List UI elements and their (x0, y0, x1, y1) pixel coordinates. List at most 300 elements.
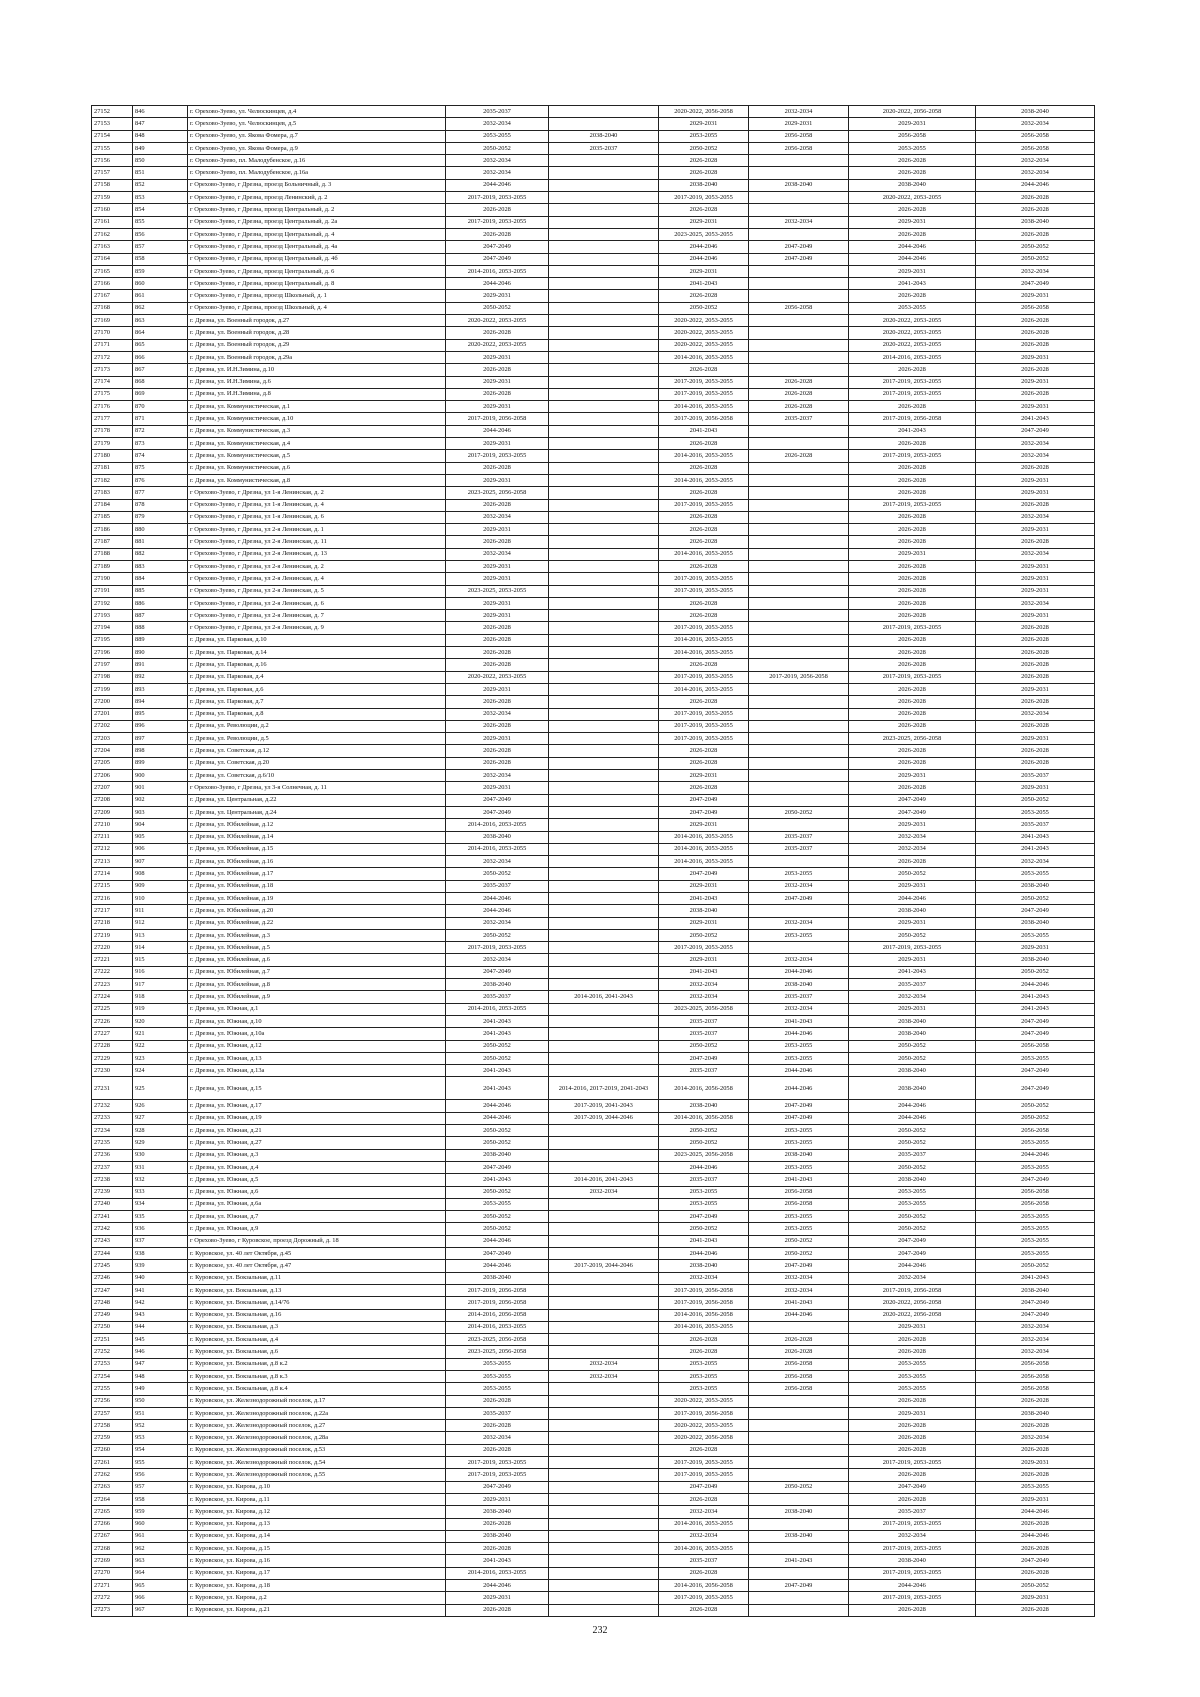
period-6-cell: 2029-2031 (976, 573, 1095, 585)
table-row (92, 757, 1095, 769)
table-row (92, 1493, 1095, 1505)
period-4-cell: 2017-2019, 2056-2058 (749, 671, 849, 683)
row-id-cell: 27268 (92, 1543, 133, 1555)
period-6-cell: 2047-2049 (976, 1555, 1095, 1567)
period-5-cell: 2029-2031 (849, 1003, 976, 1015)
row-id-cell: 27211 (92, 831, 133, 843)
page-number: 232 (592, 1625, 608, 1636)
table-row (92, 1125, 1095, 1137)
period-1-cell: 2050-2052 (446, 929, 549, 941)
period-1-cell: 2026-2028 (446, 204, 549, 216)
period-4-cell (749, 1592, 849, 1604)
address-cell: г. Дрезна, ул. Советская, д.6/10 (188, 770, 446, 782)
seq-number-cell: 950 (133, 1395, 188, 1407)
period-4-cell (749, 733, 849, 745)
period-2-cell (549, 979, 659, 991)
period-6-cell: 2029-2031 (976, 610, 1095, 622)
period-6-cell: 2044-2046 (976, 179, 1095, 191)
table-row (92, 1481, 1095, 1493)
period-2-cell (549, 929, 659, 941)
period-3-cell: 2029-2031 (659, 770, 749, 782)
period-2-cell (549, 425, 659, 437)
row-id-cell: 27244 (92, 1248, 133, 1260)
seq-number-cell: 943 (133, 1309, 188, 1321)
table-row (92, 1248, 1095, 1260)
period-3-cell: 2038-2040 (659, 179, 749, 191)
period-6-cell: 2029-2031 (976, 487, 1095, 499)
period-2-cell (549, 228, 659, 240)
row-id-cell: 27169 (92, 315, 133, 327)
period-5-cell: 2017-2019, 2053-2055 (849, 1543, 976, 1555)
period-3-cell: 2017-2019, 2053-2055 (659, 376, 749, 388)
table-row (92, 1235, 1095, 1247)
period-2-cell (549, 733, 659, 745)
period-4-cell (749, 757, 849, 769)
seq-number-cell: 964 (133, 1567, 188, 1579)
period-2-cell (549, 806, 659, 818)
row-id-cell: 27231 (92, 1077, 133, 1100)
table-row (92, 487, 1095, 499)
row-id-cell: 27187 (92, 536, 133, 548)
period-1-cell: 2014-2016, 2053-2055 (446, 819, 549, 831)
table-row (92, 376, 1095, 388)
period-3-cell: 2044-2046 (659, 253, 749, 265)
period-3-cell: 2026-2028 (659, 782, 749, 794)
period-3-cell: 2017-2019, 2056-2058 (659, 1284, 749, 1296)
period-2-cell (549, 1297, 659, 1309)
table-row (92, 770, 1095, 782)
period-3-cell: 2020-2022, 2056-2058 (659, 1432, 749, 1444)
period-2-cell (549, 167, 659, 179)
period-4-cell: 2035-2037 (749, 413, 849, 425)
period-5-cell: 2026-2028 (849, 1346, 976, 1358)
seq-number-cell: 951 (133, 1407, 188, 1419)
period-6-cell: 2038-2040 (976, 880, 1095, 892)
period-4-cell: 2041-2043 (749, 1297, 849, 1309)
table-row (92, 991, 1095, 1003)
period-5-cell: 2050-2052 (849, 1052, 976, 1064)
period-5-cell: 2047-2049 (849, 1235, 976, 1247)
address-cell: г Орехово-Зуево, г Дрезна, ул 2-я Ленинская, д. 1 (188, 524, 446, 536)
address-cell: г. Дрезна, ул. Южная, д.6 (188, 1186, 446, 1198)
table-row (92, 1420, 1095, 1432)
period-4-cell: 2053-2055 (749, 1137, 849, 1149)
period-2-cell (549, 524, 659, 536)
period-1-cell: 2026-2028 (446, 757, 549, 769)
address-cell: г. Дрезна, ул. Юбилейная, д.16 (188, 856, 446, 868)
period-2-cell: 2035-2037 (549, 142, 659, 154)
period-1-cell: 2041-2043 (446, 1174, 549, 1186)
period-4-cell: 2047-2049 (749, 893, 849, 905)
row-id-cell: 27266 (92, 1518, 133, 1530)
seq-number-cell: 873 (133, 438, 188, 450)
period-5-cell: 2020-2022, 2053-2055 (849, 192, 976, 204)
period-6-cell: 2038-2040 (976, 216, 1095, 228)
address-cell: г. Куровское, ул. Железнодорожный поселок, д.27 (188, 1420, 446, 1432)
period-3-cell: 2023-2025, 2056-2058 (659, 1003, 749, 1015)
period-6-cell: 2032-2034 (976, 1346, 1095, 1358)
period-6-cell: 2047-2049 (976, 1309, 1095, 1321)
address-cell: г Орехово-Зуево, г Дрезна, ул 2-я Ленинская, д. 6 (188, 597, 446, 609)
address-cell: г Орехово-Зуево, г Дрезна, ул 1-я Ленинская, д. 6 (188, 511, 446, 523)
address-cell: г. Дрезна, ул. Юбилейная, д.19 (188, 893, 446, 905)
seq-number-cell: 853 (133, 192, 188, 204)
address-cell: г Орехово-Зуево, г Дрезна, ул 2-я Ленинская, д. 4 (188, 573, 446, 585)
period-6-cell: 2041-2043 (976, 991, 1095, 1003)
row-id-cell: 27198 (92, 671, 133, 683)
period-3-cell: 2026-2028 (659, 757, 749, 769)
period-3-cell: 2035-2037 (659, 1555, 749, 1567)
row-id-cell: 27179 (92, 438, 133, 450)
table-row (92, 917, 1095, 929)
period-3-cell: 2020-2022, 2053-2055 (659, 315, 749, 327)
row-id-cell: 27205 (92, 757, 133, 769)
period-5-cell: 2026-2028 (849, 745, 976, 757)
period-3-cell: 2044-2046 (659, 241, 749, 253)
table-row (92, 733, 1095, 745)
period-4-cell (749, 597, 849, 609)
period-1-cell: 2026-2028 (446, 1420, 549, 1432)
address-cell: г. Куровское, ул. Кирова, д.11 (188, 1493, 446, 1505)
row-id-cell: 27160 (92, 204, 133, 216)
period-3-cell: 2014-2016, 2053-2055 (659, 548, 749, 560)
period-4-cell (749, 1604, 849, 1616)
period-3-cell: 2020-2022, 2053-2055 (659, 1395, 749, 1407)
table-row (92, 438, 1095, 450)
period-5-cell: 2026-2028 (849, 155, 976, 167)
seq-number-cell: 910 (133, 893, 188, 905)
period-5-cell: 2050-2052 (849, 1223, 976, 1235)
seq-number-cell: 865 (133, 339, 188, 351)
period-5-cell: 2017-2019, 2053-2055 (849, 499, 976, 511)
seq-number-cell: 956 (133, 1469, 188, 1481)
seq-number-cell: 921 (133, 1028, 188, 1040)
period-6-cell: 2029-2031 (976, 585, 1095, 597)
period-4-cell (749, 696, 849, 708)
period-1-cell: 2026-2028 (446, 499, 549, 511)
period-2-cell (549, 204, 659, 216)
period-3-cell: 2014-2016, 2056-2058 (659, 1112, 749, 1124)
period-6-cell: 2056-2058 (976, 302, 1095, 314)
period-1-cell: 2032-2034 (446, 708, 549, 720)
row-id-cell: 27251 (92, 1334, 133, 1346)
period-4-cell (749, 487, 849, 499)
address-cell: г. Дрезна, ул. Юбилейная, д.7 (188, 966, 446, 978)
period-6-cell: 2050-2052 (976, 1100, 1095, 1112)
period-2-cell (549, 683, 659, 695)
period-3-cell: 2017-2019, 2053-2055 (659, 192, 749, 204)
period-2-cell (549, 1272, 659, 1284)
period-6-cell: 2050-2052 (976, 1260, 1095, 1272)
period-2-cell (549, 1284, 659, 1296)
table-row (92, 118, 1095, 130)
period-4-cell: 2047-2049 (749, 241, 849, 253)
period-4-cell: 2032-2034 (749, 954, 849, 966)
seq-number-cell: 866 (133, 351, 188, 363)
period-4-cell (749, 1420, 849, 1432)
period-2-cell (549, 106, 659, 118)
period-2-cell (549, 782, 659, 794)
seq-number-cell: 869 (133, 388, 188, 400)
period-5-cell: 2044-2046 (849, 241, 976, 253)
seq-number-cell: 870 (133, 401, 188, 413)
period-6-cell: 2047-2049 (976, 1015, 1095, 1027)
period-1-cell: 2041-2043 (446, 1065, 549, 1077)
table-row (92, 1149, 1095, 1161)
period-1-cell: 2050-2052 (446, 1186, 549, 1198)
row-id-cell: 27190 (92, 573, 133, 585)
table-row (92, 696, 1095, 708)
table-row (92, 1003, 1095, 1015)
period-4-cell: 2035-2037 (749, 831, 849, 843)
period-2-cell (549, 1395, 659, 1407)
period-2-cell (549, 573, 659, 585)
seq-number-cell: 897 (133, 733, 188, 745)
period-5-cell: 2017-2019, 2053-2055 (849, 376, 976, 388)
period-1-cell: 2017-2019, 2053-2055 (446, 192, 549, 204)
period-3-cell: 2017-2019, 2053-2055 (659, 1592, 749, 1604)
period-1-cell: 2017-2019, 2056-2058 (446, 1284, 549, 1296)
period-6-cell: 2026-2028 (976, 1604, 1095, 1616)
period-2-cell (549, 315, 659, 327)
period-3-cell: 2014-2016, 2053-2055 (659, 450, 749, 462)
period-4-cell: 2038-2040 (749, 179, 849, 191)
period-2-cell (549, 413, 659, 425)
period-3-cell: 2038-2040 (659, 1260, 749, 1272)
address-cell: г. Куровское, ул. Вокзальная, д.13 (188, 1284, 446, 1296)
address-cell: г. Дрезна, ул. Парковая, д.4 (188, 671, 446, 683)
period-5-cell: 2026-2028 (849, 204, 976, 216)
address-cell: г. Куровское, ул. Кирова, д.17 (188, 1567, 446, 1579)
address-cell: г. Дрезна, ул. Военный городок, д.29 (188, 339, 446, 351)
table-row (92, 573, 1095, 585)
period-5-cell: 2050-2052 (849, 929, 976, 941)
seq-number-cell: 929 (133, 1137, 188, 1149)
row-id-cell: 27202 (92, 720, 133, 732)
period-2-cell (549, 536, 659, 548)
table-row (92, 413, 1095, 425)
period-3-cell: 2035-2037 (659, 1065, 749, 1077)
period-1-cell: 2029-2031 (446, 1592, 549, 1604)
period-6-cell: 2044-2046 (976, 1149, 1095, 1161)
period-2-cell (549, 1211, 659, 1223)
period-3-cell: 2050-2052 (659, 1040, 749, 1052)
period-1-cell: 2014-2016, 2053-2055 (446, 1567, 549, 1579)
period-2-cell (549, 1481, 659, 1493)
address-cell: г Орехово-Зуево, г Дрезна, ул 1-я Ленинская, д. 4 (188, 499, 446, 511)
seq-number-cell: 911 (133, 905, 188, 917)
table-row (92, 782, 1095, 794)
period-4-cell (749, 585, 849, 597)
period-5-cell: 2047-2049 (849, 794, 976, 806)
period-5-cell: 2017-2019, 2056-2058 (849, 413, 976, 425)
period-2-cell (549, 1518, 659, 1530)
period-2-cell (549, 1003, 659, 1015)
period-5-cell: 2044-2046 (849, 1580, 976, 1592)
seq-number-cell: 892 (133, 671, 188, 683)
period-3-cell: 2014-2016, 2053-2055 (659, 634, 749, 646)
seq-number-cell: 908 (133, 868, 188, 880)
period-2-cell (549, 1040, 659, 1052)
period-4-cell (749, 1543, 849, 1555)
period-4-cell (749, 622, 849, 634)
period-1-cell: 2032-2034 (446, 917, 549, 929)
period-3-cell: 2023-2025, 2056-2058 (659, 1149, 749, 1161)
address-cell: г. Куровское, ул. Железнодорожный поселок, д.54 (188, 1457, 446, 1469)
row-id-cell: 27227 (92, 1028, 133, 1040)
address-cell: г. Дрезна, ул. Коммунистическая, д.4 (188, 438, 446, 450)
row-id-cell: 27194 (92, 622, 133, 634)
period-5-cell: 2017-2019, 2053-2055 (849, 450, 976, 462)
table-row (92, 1309, 1095, 1321)
seq-number-cell: 885 (133, 585, 188, 597)
period-4-cell: 2056-2058 (749, 1186, 849, 1198)
table-row (92, 462, 1095, 474)
period-4-cell (749, 524, 849, 536)
period-6-cell: 2026-2028 (976, 339, 1095, 351)
seq-number-cell: 922 (133, 1040, 188, 1052)
address-cell: г. Куровское, ул. Кирова, д.16 (188, 1555, 446, 1567)
period-5-cell: 2032-2034 (849, 1272, 976, 1284)
period-3-cell: 2050-2052 (659, 929, 749, 941)
period-1-cell: 2032-2034 (446, 1432, 549, 1444)
address-cell: г. Орехово-Зуево, ул. Челюскинцев, д.4 (188, 106, 446, 118)
period-4-cell (749, 1469, 849, 1481)
period-6-cell: 2050-2052 (976, 893, 1095, 905)
period-2-cell: 2032-2034 (549, 1358, 659, 1370)
address-cell: г. Дрезна, ул. Коммунистическая, д.3 (188, 425, 446, 437)
period-3-cell: 2026-2028 (659, 659, 749, 671)
period-4-cell: 2032-2034 (749, 1003, 849, 1015)
table-row (92, 278, 1095, 290)
address-cell: г Орехово-Зуево, г Дрезна, проезд Школьный, д. 4 (188, 302, 446, 314)
period-4-cell (749, 351, 849, 363)
table-row (92, 364, 1095, 376)
address-cell: г. Дрезна, ул. Южная, д.17 (188, 1100, 446, 1112)
row-id-cell: 27222 (92, 966, 133, 978)
seq-number-cell: 850 (133, 155, 188, 167)
period-1-cell: 2047-2049 (446, 1161, 549, 1173)
seq-number-cell: 927 (133, 1112, 188, 1124)
seq-number-cell: 887 (133, 610, 188, 622)
period-6-cell: 2032-2034 (976, 548, 1095, 560)
period-4-cell (749, 942, 849, 954)
table-row (92, 720, 1095, 732)
address-cell: г. Дрезна, ул. Южная, д.7 (188, 1211, 446, 1223)
table-row (92, 1457, 1095, 1469)
seq-number-cell: 874 (133, 450, 188, 462)
period-5-cell: 2038-2040 (849, 1065, 976, 1077)
seq-number-cell: 918 (133, 991, 188, 1003)
period-6-cell: 2050-2052 (976, 794, 1095, 806)
period-4-cell (749, 278, 849, 290)
row-id-cell: 27264 (92, 1493, 133, 1505)
period-6-cell: 2026-2028 (976, 388, 1095, 400)
address-cell: г. Дрезна, ул. Южная, д.10а (188, 1028, 446, 1040)
address-cell: г. Куровское, ул. Кирова, д.10 (188, 1481, 446, 1493)
period-3-cell: 2038-2040 (659, 905, 749, 917)
period-4-cell (749, 474, 849, 486)
address-cell: г Орехово-Зуево, г Дрезна, ул 2-я Ленинская, д. 11 (188, 536, 446, 548)
address-cell: г. Куровское, ул. Кирова, д.2 (188, 1592, 446, 1604)
row-id-cell: 27236 (92, 1149, 133, 1161)
table-row (92, 1260, 1095, 1272)
period-4-cell (749, 647, 849, 659)
table-row (92, 708, 1095, 720)
period-3-cell: 2017-2019, 2053-2055 (659, 388, 749, 400)
table-row (92, 524, 1095, 536)
period-1-cell: 2032-2034 (446, 167, 549, 179)
period-2-cell (549, 1125, 659, 1137)
table-row (92, 794, 1095, 806)
row-id-cell: 27177 (92, 413, 133, 425)
period-4-cell (749, 1432, 849, 1444)
seq-number-cell: 894 (133, 696, 188, 708)
table-row (92, 1161, 1095, 1173)
period-4-cell (749, 560, 849, 572)
period-1-cell: 2026-2028 (446, 634, 549, 646)
period-2-cell (549, 622, 659, 634)
seq-number-cell: 935 (133, 1211, 188, 1223)
row-id-cell: 27181 (92, 462, 133, 474)
address-cell: г. Куровское, ул. Вокзальная, д.6 (188, 1346, 446, 1358)
seq-number-cell: 924 (133, 1065, 188, 1077)
table-row (92, 1604, 1095, 1616)
row-id-cell: 27215 (92, 880, 133, 892)
seq-number-cell: 861 (133, 290, 188, 302)
period-4-cell (749, 856, 849, 868)
period-1-cell: 2020-2022, 2053-2055 (446, 339, 549, 351)
table-row (92, 511, 1095, 523)
seq-number-cell: 913 (133, 929, 188, 941)
table-row (92, 1297, 1095, 1309)
seq-number-cell: 867 (133, 364, 188, 376)
period-4-cell (749, 782, 849, 794)
period-3-cell: 2050-2052 (659, 142, 749, 154)
period-1-cell: 2014-2016, 2053-2055 (446, 1321, 549, 1333)
period-4-cell: 2056-2058 (749, 1370, 849, 1382)
period-2-cell: 2014-2016, 2017-2019, 2041-2043 (549, 1077, 659, 1100)
seq-number-cell: 955 (133, 1457, 188, 1469)
row-id-cell: 27203 (92, 733, 133, 745)
seq-number-cell: 928 (133, 1125, 188, 1137)
period-4-cell (749, 683, 849, 695)
period-5-cell: 2026-2028 (849, 647, 976, 659)
period-6-cell: 2053-2055 (976, 1235, 1095, 1247)
row-id-cell: 27220 (92, 942, 133, 954)
period-6-cell: 2047-2049 (976, 1174, 1095, 1186)
period-1-cell: 2029-2031 (446, 683, 549, 695)
seq-number-cell: 942 (133, 1297, 188, 1309)
period-4-cell (749, 1457, 849, 1469)
period-3-cell: 2053-2055 (659, 130, 749, 142)
period-3-cell: 2050-2052 (659, 1223, 749, 1235)
period-3-cell: 2017-2019, 2053-2055 (659, 499, 749, 511)
row-id-cell: 27250 (92, 1321, 133, 1333)
period-5-cell: 2044-2046 (849, 893, 976, 905)
period-3-cell: 2020-2022, 2053-2055 (659, 1420, 749, 1432)
period-1-cell: 2029-2031 (446, 560, 549, 572)
row-id-cell: 27246 (92, 1272, 133, 1284)
table-row (92, 1592, 1095, 1604)
period-3-cell: 2014-2016, 2056-2058 (659, 1309, 749, 1321)
period-4-cell (749, 155, 849, 167)
period-3-cell: 2053-2055 (659, 1198, 749, 1210)
seq-number-cell: 857 (133, 241, 188, 253)
row-id-cell: 27223 (92, 979, 133, 991)
period-3-cell: 2026-2028 (659, 155, 749, 167)
period-1-cell: 2029-2031 (446, 351, 549, 363)
